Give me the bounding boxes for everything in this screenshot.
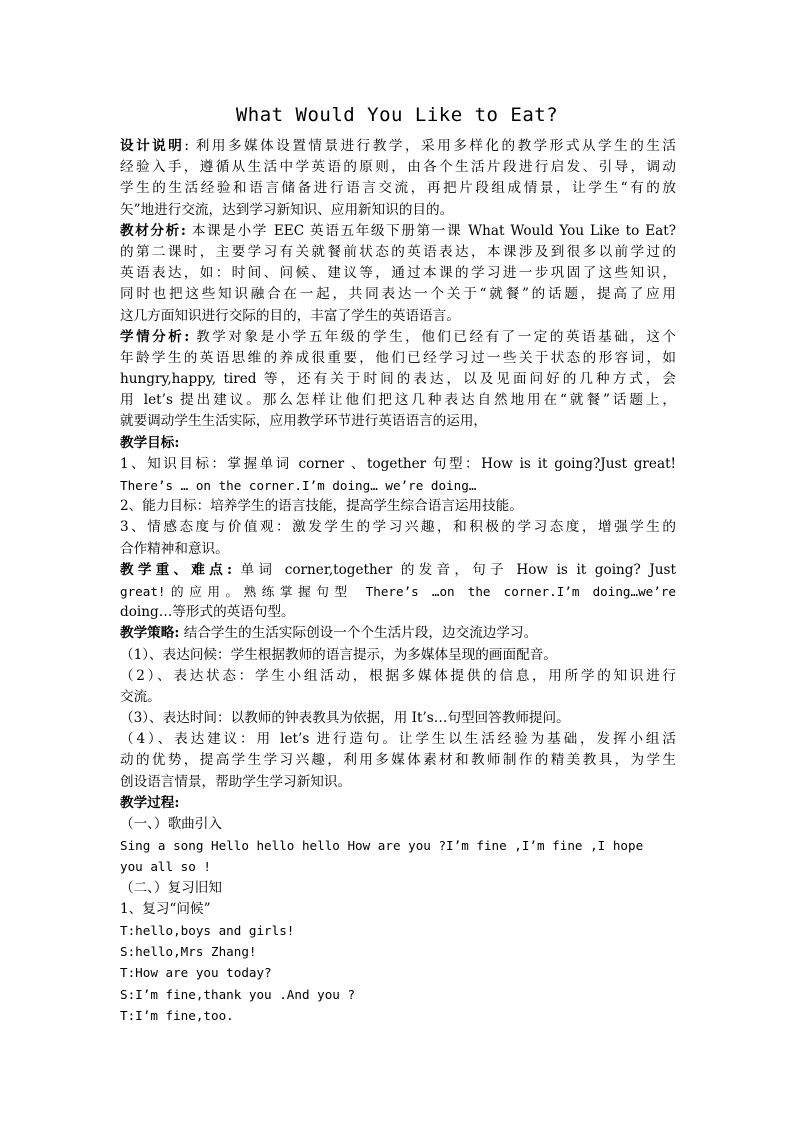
paragraph-line: 的第二课时，主要学习有关就餐前状态的英语表达，本课涉及到很多以前学过的	[120, 243, 676, 260]
paragraph-line: 设计说明: 利用多媒体设置情景进行教学，采用多样化的教学形式从学生的生活	[120, 138, 676, 154]
dialogue-line: T:How are you today?	[120, 965, 272, 981]
paragraph-line: 教材分析: 本课是小学 EEC 英语五年级下册第一课 What Would You Like to Eat?	[120, 222, 676, 239]
paragraph-line: 创设语言情景，帮助学生学习新知识。	[120, 773, 352, 790]
paragraph-line: 2、能力目标：培养学生的语言技能，提高学生综合语言运用技能。	[120, 498, 523, 515]
paragraph-line: 教学重、难点: 单词 corner,together 的发音，句子 How is it going? Just	[120, 561, 676, 578]
dialogue-line: S:hello,Mrs Zhang!	[120, 944, 257, 960]
paragraph-line: （1）、表达问候：学生根据教师的语言提示，为多媒体呈现的画面配音。	[120, 646, 557, 663]
paragraph-line: 就要调动学生生活实际，应用教学环节进行英语语言的运用，	[120, 413, 488, 430]
paragraph-line: There’s … on the corner.I’m doing… we’re doing…	[120, 478, 477, 493]
paragraph-line: 英语表达，如：时间、问候、建议等，通过本课的学习进一步巩固了这些知识，	[120, 265, 676, 282]
page-title: What Would You Like to Eat?	[235, 104, 559, 126]
paragraph-line: 年龄学生的英语思维的养成很重要，他们已经学习过一些关于状态的形容词，如	[120, 349, 676, 366]
paragraph-line: 合作精神和意识。	[120, 540, 229, 557]
paragraph-line: hungry,happy, tired 等，还有关于时间的表达，以及见面问好的几种方式，会	[120, 371, 676, 388]
dialogue-line: T:hello,boys and girls!	[120, 922, 295, 938]
section-heading: 教学目标:	[120, 434, 180, 451]
paragraph-line: （2）、表达状态：学生小组活动，根据多媒体提供的信息，用所学的知识进行	[120, 667, 676, 684]
paragraph-line: great!的应用。熟练掌握句型 There’s …on the corner.I’m doing…we’re	[120, 583, 676, 599]
dialogue-line: S:I’m fine,thank you .And you ?	[120, 986, 356, 1002]
paragraph-line: 同时也把这些知识融合在一起，共同表达一个关于“就餐”的话题，提高了应用	[120, 286, 676, 303]
paragraph-line: 动的优势，提高学生学习兴趣，利用多媒体素材和教师制作的精美教具，为学生	[120, 752, 676, 769]
paragraph-line: Sing a song Hello hello hello How are you ?I’m fine ,I’m fine ,I hope	[120, 838, 644, 854]
paragraph-line: （一、）歌曲引入	[120, 816, 222, 832]
paragraph-line: 矢”地进行交流，达到学习新知识、应用新知识的目的。	[120, 201, 454, 218]
paragraph-line: 3、情感态度与价值观：激发学生的学习兴趣，和积极的学习态度，增强学生的	[120, 519, 676, 536]
paragraph-line: （3）、表达时间：以教师的钟表教具为依据，用 It’s…句型回答教师提问。	[120, 710, 570, 727]
section-label: 学情分析:	[120, 328, 190, 345]
paragraph-line: you all so !	[120, 859, 211, 875]
section-label: 设计说明	[120, 138, 185, 154]
paragraph-line: 1、复习“问候”	[120, 900, 211, 917]
paragraph-line: 经验入手，遵循从生活中学英语的原则，由各个生活片段进行启发、引导，调动	[120, 159, 676, 176]
paragraph-line: （4）、表达建议：用 let’s 进行造句。让学生以生活经验为基础，发挥小组活	[120, 731, 676, 748]
section-label: 教学策略:	[120, 625, 180, 642]
paragraph-line: 交流。	[120, 688, 161, 705]
section-label: 教材分析:	[120, 222, 186, 239]
paragraph-line: 教学策略: 结合学生的生活实际创设一个个生活片段，边交流边学习。	[120, 625, 538, 642]
paragraph-line: 这几方面知识进行交际的目的，丰富了学生的英语语言。	[120, 307, 460, 324]
paragraph-line: （二、）复习旧知	[120, 879, 222, 896]
document-body	[120, 136, 676, 1026]
section-heading: 教学过程:	[120, 794, 180, 811]
section-label: 教学重、难点:	[120, 561, 232, 578]
paragraph-line: 学情分析: 教学对象是小学五年级的学生，他们已经有了一定的英语基础，这个	[120, 328, 676, 345]
paragraph-line: 用 let’s 提出建议。那么怎样让他们把这几种表达自然地用在“就餐”话题上，	[120, 392, 676, 409]
dialogue-line: T:I’m fine,too.	[120, 1007, 234, 1023]
paragraph-line: 1、知识目标：掌握单词 corner 、together 句型：How is it going?Just great!	[120, 455, 676, 472]
paragraph-line: 学生的生活经验和语言储备进行语言交流，再把片段组成情景，让学生“有的放	[120, 180, 676, 197]
paragraph-line: doing…等形式的英语句型。	[120, 604, 295, 621]
